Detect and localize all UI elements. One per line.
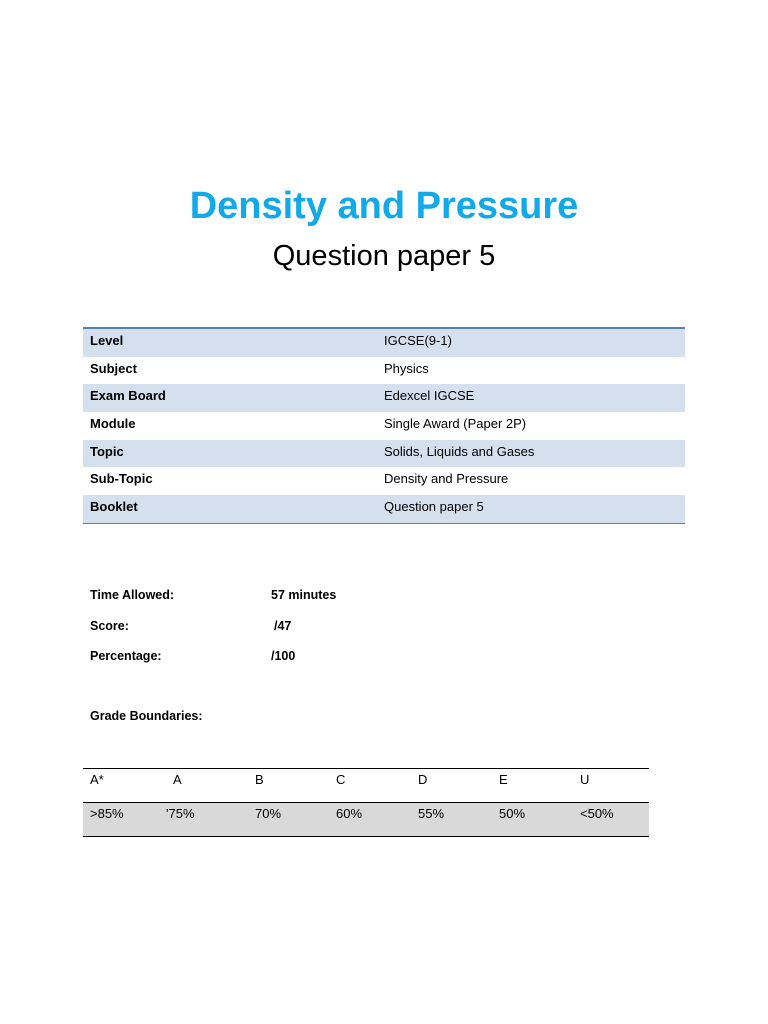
info-label: Level — [90, 333, 124, 348]
grade-boundaries-title: Grade Boundaries: — [90, 709, 203, 723]
grade-value-cell: 70% — [255, 806, 282, 821]
info-value: Edexcel IGCSE — [384, 388, 475, 404]
grade-header-cell: C — [336, 772, 346, 787]
time-allowed-row — [90, 588, 337, 602]
info-label: Module — [90, 416, 136, 432]
info-label: Booklet — [90, 499, 138, 515]
grade-boundaries-table — [83, 768, 649, 837]
info-value: Question paper 5 — [384, 499, 484, 515]
info-row-sub-topic — [83, 467, 685, 495]
score-value: /47 — [274, 619, 292, 633]
percentage-value: /100 — [271, 649, 296, 663]
grade-header-cell: B — [255, 772, 264, 787]
grade-header-cell: A* — [90, 772, 104, 787]
grade-values-row — [83, 803, 649, 836]
info-row-level — [83, 329, 685, 357]
time-allowed-label: Time Allowed: — [90, 588, 175, 602]
info-row-exam-board — [83, 384, 685, 412]
grade-header-cell: E — [499, 772, 508, 787]
percentage-label: Percentage: — [90, 649, 162, 663]
info-value: Physics — [384, 360, 429, 376]
score-row — [90, 619, 292, 633]
info-table — [83, 327, 685, 524]
info-row-topic — [83, 440, 685, 468]
info-label: Topic — [90, 443, 124, 459]
info-value: Single Award (Paper 2P) — [384, 416, 527, 432]
score-label: Score: — [90, 619, 129, 633]
grade-header-cell: D — [418, 772, 428, 787]
percentage-row — [90, 649, 296, 663]
info-row-module — [83, 412, 685, 440]
info-row-subject — [83, 357, 685, 385]
grade-header-row — [83, 769, 649, 803]
info-label: Sub-Topic — [90, 471, 153, 487]
time-allowed-value: 57 minutes — [271, 588, 337, 602]
grade-value-cell: >85% — [90, 806, 124, 821]
grade-value-cell: 60% — [336, 806, 363, 821]
info-value: Density and Pressure — [384, 471, 509, 487]
grade-value-cell: <50% — [580, 806, 614, 821]
grade-value-cell: 55% — [418, 806, 445, 821]
info-value: Solids, Liquids and Gases — [384, 443, 535, 459]
info-value: IGCSE(9-1) — [384, 333, 452, 348]
document-title: Density and Pressure — [189, 185, 579, 227]
info-label: Exam Board — [90, 388, 166, 404]
info-row-booklet — [83, 495, 685, 523]
grade-value-cell: '75% — [166, 806, 195, 821]
document-subtitle: Question paper 5 — [272, 240, 496, 272]
info-label: Subject — [90, 360, 137, 376]
grade-value-cell: 50% — [499, 806, 526, 821]
grade-header-cell: A — [173, 772, 182, 787]
grade-header-cell: U — [580, 772, 590, 787]
